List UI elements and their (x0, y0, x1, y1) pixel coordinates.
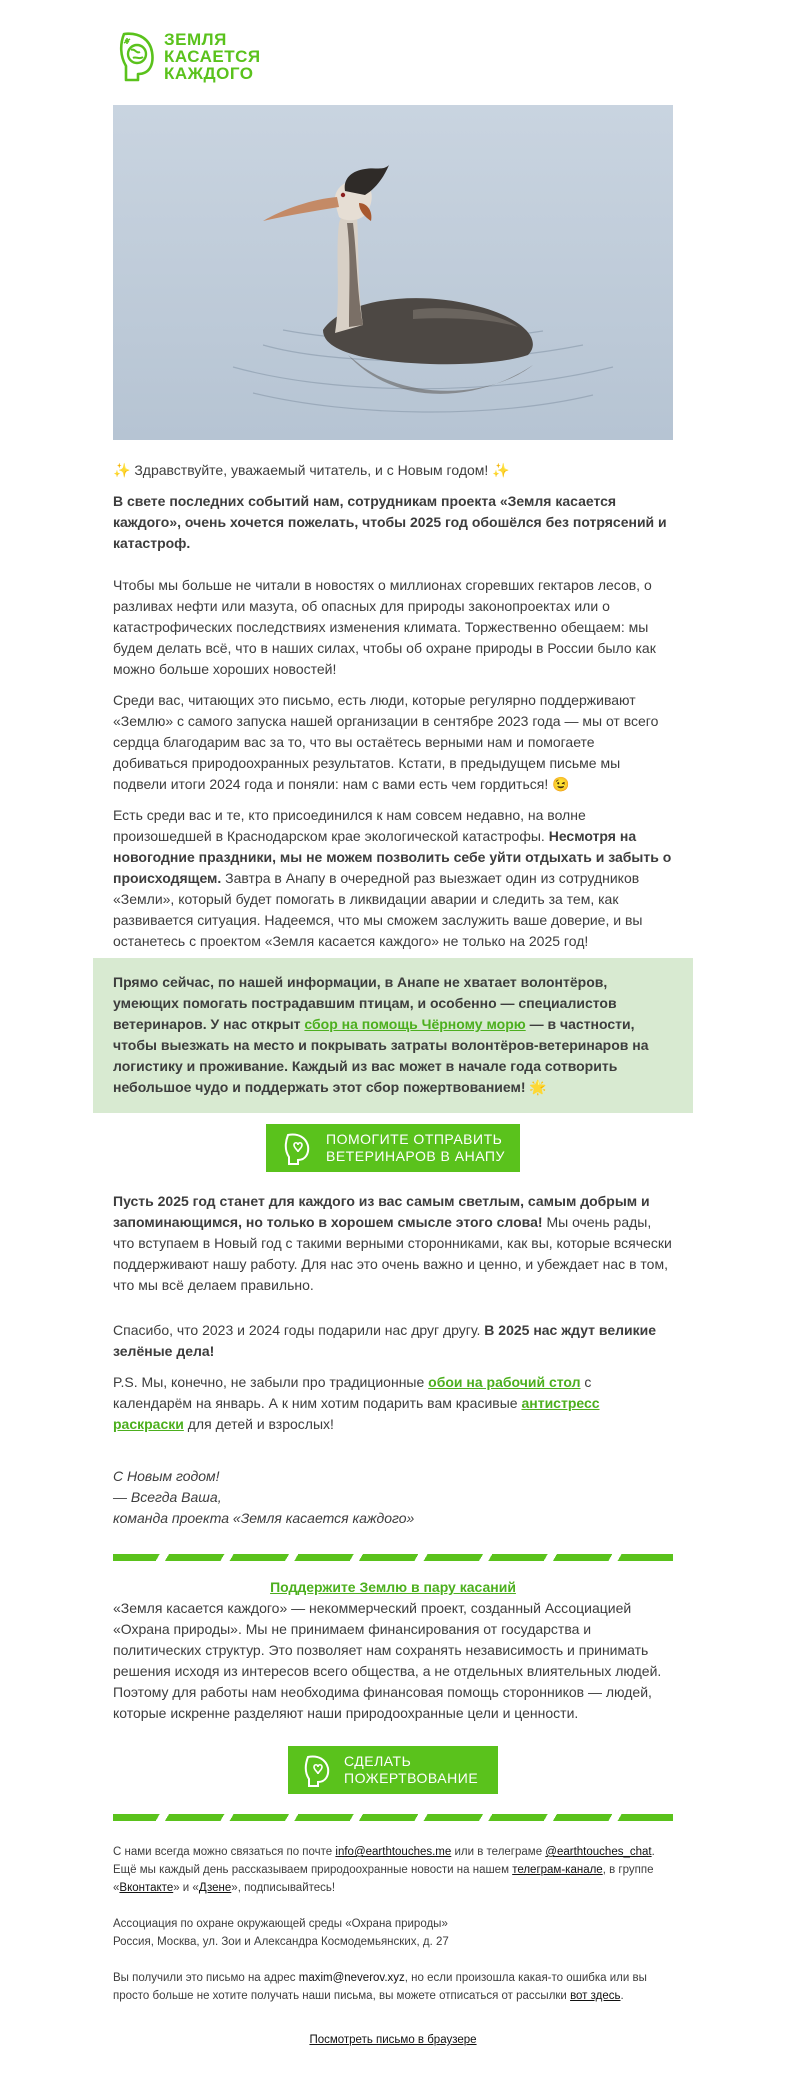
postscript-b: с календарём на январь. А к ним хотим подарить вам красивые (113, 1374, 592, 1411)
donate-label-line-2: ПОЖЕРТВОВАНИЕ (344, 1770, 479, 1786)
heart-hand-icon (298, 1751, 336, 1789)
paragraph-5-a: Спасибо, что 2023 и 2024 годы подарили нас друг другу. (113, 1322, 485, 1338)
email-link[interactable]: info@earthtouches.me (335, 1846, 452, 1858)
footer-contact-text-b: или в телеграме (451, 1846, 546, 1858)
callout-text-a: Прямо сейчас, по нашей информации, в Анапе не хватает волонтёров, умеющих помогать пострадавшим птицам, и особенно — специалистов ветеринаров. У нас открыт (113, 974, 617, 1032)
hero-image-grebe (113, 105, 673, 440)
footer-unsubscribe (113, 1969, 673, 2005)
donate-button[interactable] (288, 1746, 498, 1794)
support-title-wrap (113, 1577, 673, 1598)
recipient-email: maxim@neverov.xyz (298, 1972, 405, 1984)
paragraph-3 (113, 805, 673, 952)
view-in-browser-wrap (113, 2031, 673, 2049)
striped-divider-bottom (113, 1814, 673, 1821)
heart-hand-icon (278, 1129, 316, 1167)
brand-logo[interactable] (116, 28, 261, 84)
footer-unsub-text-b: , но если произошла какая-то ошибка или вы просто больше не хотите получать наши письма, вы можете отписаться от рассылки (113, 1972, 647, 2002)
postscript-a: P.S. Мы, конечно, не забыли про традиционные (113, 1374, 429, 1390)
paragraph-4-rest: Мы очень рады, что вступаем в Новый год с такими верными сторонниками, как вы, которые всячески поддерживают нашу работу. Для нас это очень важно и ценно, и убеждает нас в том, что мы всё делаем правильно. (113, 1214, 672, 1293)
callout-text (113, 972, 673, 1098)
postscript-c: для детей и взрослых! (183, 1416, 334, 1432)
donate-button-label (344, 1753, 478, 1787)
footer-unsub-text-c: . (620, 1990, 624, 2002)
brand-line-3: КАЖДОГО (164, 63, 254, 83)
dzen-link[interactable]: Дзене (198, 1882, 232, 1894)
telegram-chat-link[interactable]: @earthtouches_chat (545, 1846, 652, 1858)
signature-line-3: команда проекта «Земля касается каждого» (113, 1510, 415, 1526)
telegram-channel-link[interactable]: телеграм-канале (512, 1864, 603, 1876)
vk-link[interactable]: Вконтакте (119, 1882, 174, 1894)
signature-line-1: С Новым годом! (113, 1468, 220, 1484)
donate-label-line-1: СДЕЛАТЬ (344, 1753, 412, 1769)
send-vets-to-anapa-button[interactable] (266, 1124, 520, 1172)
paragraph-3-bold: Несмотря на новогодние праздники, мы не можем позволить себе уйти отдыхать и забыть о происходящем. (113, 828, 672, 886)
callout-text-b: — в частности, чтобы выезжать на место и покрывать затраты волонтёров-ветеринаров на логистику и проживание. Каждый из вас может в начале года сотворить небольшое чудо и поддержать этот сбор пожертвованием! 🌟 (113, 1016, 649, 1095)
paragraph-4-bold: Пусть 2025 год станет для каждого из вас самым светлым, самым добрым и запоминающимся, но только в хорошем смысле этого слова! (113, 1193, 650, 1230)
support-text: «Земля касается каждого» — некоммерческий проект, созданный Ассоциацией «Охрана природы». Мы не принимаем финансирования от государства и политических структур. Это позволяет нам сохранять независимость и принимать решения исходя из интересов всего общества, а не отдельных влиятельных людей. Поэтому для работы нам необходима финансовая помощь сторонников — людей, которые искренне разделяют наши природоохранные цели и ценности. (113, 1600, 662, 1721)
footer-contact-text-e: » и « (173, 1882, 199, 1894)
brand-wordmark (164, 31, 261, 82)
support-title-link[interactable]: Поддержите Землю в пару касаний (270, 1579, 516, 1595)
signature-line-2: — Всегда Ваша, (113, 1489, 222, 1505)
brand-line-1: ЗЕМЛЯ (164, 29, 227, 49)
wallpapers-link[interactable]: обои на рабочий стол (428, 1374, 581, 1390)
send-vets-button-label (326, 1131, 505, 1165)
footer-contact-text-f: », подписывайтесь! (231, 1882, 336, 1894)
footer-address-block (113, 1915, 673, 1951)
paragraph-2: Среди вас, читающих это письмо, есть люди, которые регулярно поддерживают «Землю» с самого запуска нашей организации в сентябре 2023 года — мы от всего сердца благодарим вас за то, что вы остаётесь верными нам и помогаете добиваться природоохранных результатов. Кстати, в предыдущем письме мы подвели итоги 2024 года и поняли: нам с вами есть чем гордиться! 😉 (113, 692, 659, 792)
brand-line-2: КАСАЕТСЯ (164, 46, 261, 66)
coloring-pages-link[interactable]: антистресс раскраски (113, 1395, 600, 1432)
footer-contact-text-a: С нами всегда можно связаться по почте (113, 1846, 336, 1858)
send-vets-label-line-2: ВЕТЕРИНАРОВ В АНАПУ (326, 1148, 505, 1164)
signature-block (113, 1466, 673, 1529)
paragraph-3-a: Есть среди вас и те, кто присоединился к нам совсем недавно, на волне произошедшей в Краснодарском крае экологической катастрофы. (113, 807, 586, 844)
paragraph-5-bold: В 2025 нас ждут великие зелёные дела! (113, 1322, 657, 1359)
unsubscribe-link[interactable]: вот здесь (570, 1990, 621, 2002)
view-in-browser-link[interactable]: Посмотреть письмо в браузере (309, 2034, 477, 2046)
footer-contact-text-d: , в группе « (113, 1864, 654, 1894)
grebe-illustration (113, 105, 673, 440)
footer-contacts (113, 1843, 673, 1897)
earth-hand-logo-icon (116, 28, 158, 84)
greeting-line: ✨ Здравствуйте, уважаемый читатель, и с Новым годом! ✨ (113, 462, 510, 478)
send-vets-label-line-1: ПОМОГИТЕ ОТПРАВИТЬ (326, 1131, 503, 1147)
footer-address: Россия, Москва, ул. Зои и Александра Космодемьянских, д. 27 (113, 1936, 449, 1948)
paragraph-4 (113, 1191, 673, 1296)
footer-contact-text-c: . Ещё мы каждый день рассказываем природоохранные новости на нашем (113, 1846, 655, 1876)
paragraph-1: Чтобы мы больше не читали в новостях о миллионах сгоревших гектаров лесов, о разливах нефти или мазута, об опасных для природы законопроектах или о катастрофических последствиях изменения климата. Торжественно обещаем: мы будем делать всё, что в наших силах, чтобы об охране природы в России было как можно больше хороших новостей! (113, 577, 656, 677)
black-sea-fundraiser-link[interactable]: сбор на помощь Чёрному морю (304, 1016, 526, 1032)
paragraph-3-c: Завтра в Анапу в очередной раз выезжает один из сотрудников «Земли», который будет помогать в ликвидации аварии и следить за тем, как развивается ситуация. Надеемся, что мы сможем заслужить ваше доверие, и вы останетесь с проектом «Земля касается каждого» не только на 2025 год! (113, 870, 643, 949)
footer-unsub-text-a: Вы получили это письмо на адрес (113, 1972, 299, 1984)
paragraph-5 (113, 1320, 673, 1362)
postscript-paragraph (113, 1372, 673, 1435)
striped-divider-top (113, 1554, 673, 1561)
intro-bold-paragraph: В свете последних событий нам, сотрудникам проекта «Земля касается каждого», очень хочется пожелать, чтобы 2025 год обошёлся без потрясений и катастроф. (113, 493, 667, 551)
footer-org-name: Ассоциация по охране окружающей среды «Охрана природы» (113, 1918, 448, 1930)
